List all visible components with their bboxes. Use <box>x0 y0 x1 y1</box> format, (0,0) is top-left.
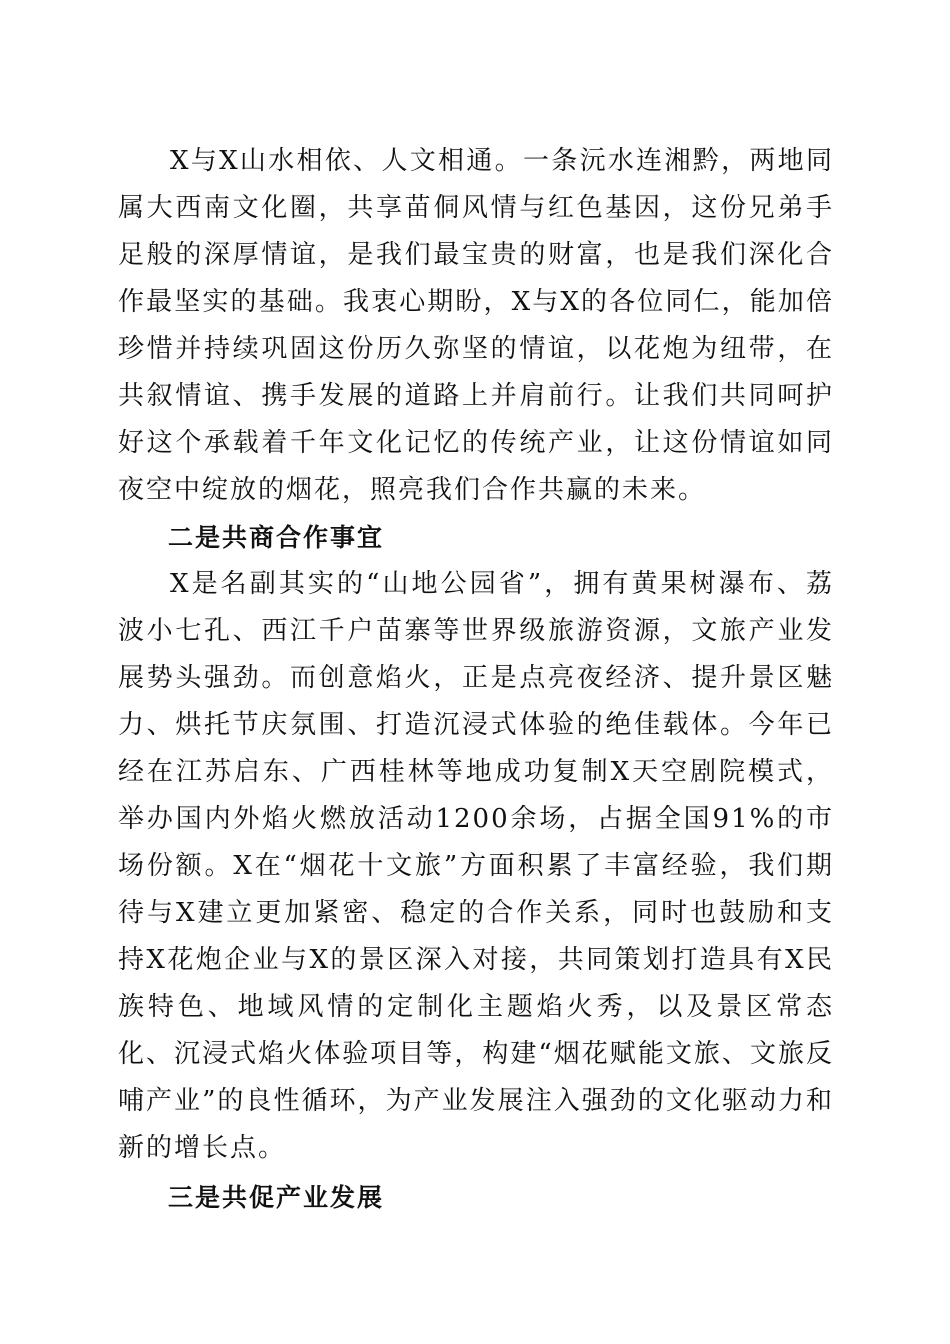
section-heading-industry: 三是共促产业发展 <box>168 1183 385 1212</box>
section-heading-cooperation: 二是共商合作事宜 <box>168 523 385 552</box>
paragraph-cooperation: X是名副其实的“山地公园省”，拥有黄果树瀑布、荔波小七孔、西江千户苗寨等世界级旅游资源，文旅产业发展势头强劲。而创意焰火，正是点亮夜经济、提升景区魅力、烘托节庆氛围、打造沉浸式体验的绝佳载体。今年已经在江苏启东、广西桂林等地成功复制X天空剧院模式，举办国内外焰火燃放活动1200余场，占据全国91%的市场份额。X在“烟花十文旅”方面积累了丰富经验，我们期待与X建立更加紧密、稳定的合作关系，同时也鼓励和支持X花炮企业与X的景区深入对接，共同策划打造具有X民族特色、地域风情的定制化主题焰火秀，以及景区常态化、沉浸式焰火体验项目等，构建“烟花赋能文旅、文旅反哺产业”的良性循环，为产业发展注入强劲的文化驱动力和新的增长点。 <box>118 569 834 1163</box>
paragraph-friendship: X与X山水相依、人文相通。一条沅水连湘黔，两地同属大西南文化圈，共享苗侗风情与红色基因，这份兄弟手足般的深厚情谊，是我们最宝贵的财富，也是我们深化合作最坚实的基础。我衷心期盼，X与X的各位同仁，能加倍珍惜并持续巩固这份历久弥坚的情谊，以花炮为纽带，在共叙情谊、携手发展的道路上并肩前行。让我们共同呵护好这个承载着千年文化记忆的传统产业，让这份情谊如同夜空中绽放的烟花，照亮我们合作共赢的未来。 <box>118 146 834 505</box>
document-body <box>118 138 834 1221</box>
